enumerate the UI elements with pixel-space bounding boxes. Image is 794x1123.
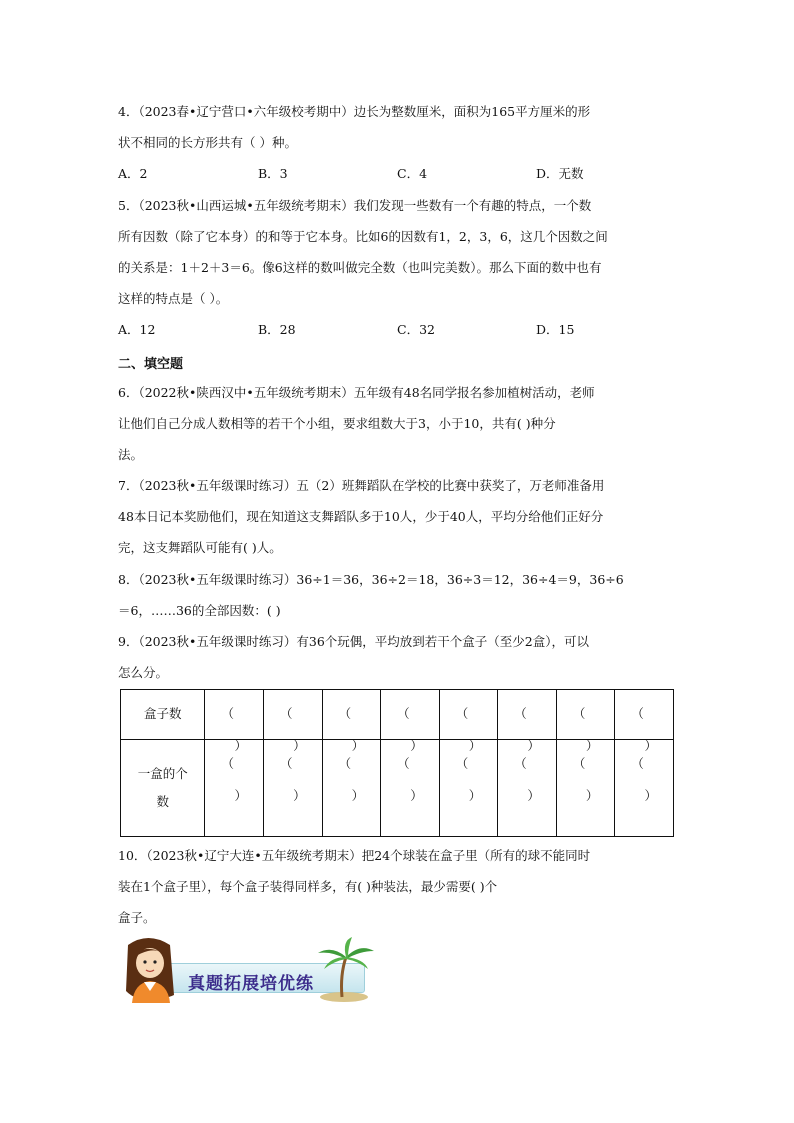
answer-blank[interactable]: （ ） — [264, 690, 323, 740]
q4-line-1: 4．（2023春•辽宁营口•六年级校考期中）边长为整数厘米，面积为165平方厘米的形 — [118, 104, 591, 119]
q6-line-2: 让他们自己分成人数相等的若干个小组，要求组数大于3，小于10，共有( )种分 — [118, 416, 556, 431]
q5-option-c: C．32 — [397, 322, 435, 337]
answer-blank[interactable]: （ ） — [615, 739, 674, 836]
q6-line-3: 法。 — [118, 447, 144, 462]
table-row-count-per-box — [121, 739, 674, 836]
q5-line-2: 所有因数（除了它本身）的和等于它本身。比如6的因数有1，2，3，6，这几个因数之间 — [118, 229, 608, 244]
q6-line-1: 6．（2022秋•陕西汉中•五年级统考期末）五年级有48名同学报名参加植树活动，老师 — [118, 385, 595, 400]
answer-blank[interactable]: （ ） — [205, 690, 264, 740]
banner-title: 真题拓展培优练 — [188, 974, 314, 994]
q5-line-1: 5．（2023秋•山西运城•五年级统考期末）我们发现一些数有一个有趣的特点，一个数 — [118, 198, 592, 213]
q4-line-2: 状不相同的长方形共有（ ）种。 — [118, 135, 297, 150]
answer-blank[interactable]: （ ） — [615, 690, 674, 740]
q5-line-3: 的关系是：1＋2＋3＝6。像6这样的数叫做完全数（也叫完美数）。那么下面的数中也有 — [118, 260, 602, 275]
answer-blank[interactable]: （ ） — [439, 739, 498, 836]
q7-line-2: 48本日记本奖励他们，现在知道这支舞蹈队多于10人，少于40人，平均分给他们正好分 — [118, 509, 604, 524]
q8-line-2: ＝6，……36的全部因数：( ) — [118, 603, 281, 618]
answer-blank[interactable]: （ ） — [205, 739, 264, 836]
q8-line-1: 8．（2023秋•五年级课时练习）36÷1＝36，36÷2＝18，36÷3＝12，36÷4＝9，36÷6 — [118, 572, 624, 587]
answer-blank[interactable]: （ ） — [381, 690, 440, 740]
q10-line-1: 10．（2023秋•辽宁大连•五年级统考期末）把24个球装在盒子里（所有的球不能同时 — [118, 848, 591, 863]
q4-option-b: B．3 — [258, 166, 288, 181]
answer-blank[interactable]: （ ） — [556, 739, 615, 836]
q4-option-d: D．无数 — [536, 166, 584, 181]
q5-option-a: A．12 — [118, 322, 156, 337]
row-header-count-per-box: 一盒的个 数 — [121, 739, 205, 836]
q10-line-3: 盒子。 — [118, 910, 156, 925]
answer-blank[interactable]: （ ） — [556, 690, 615, 740]
q10-line-2: 装在1个盒子里），每个盒子装得同样多，有( )种装法，最少需要( )个 — [118, 879, 498, 894]
section-banner — [118, 935, 376, 1003]
answer-blank[interactable]: （ ） — [322, 739, 381, 836]
answer-blank[interactable]: （ ） — [322, 690, 381, 740]
answer-blank[interactable]: （ ） — [439, 690, 498, 740]
q5-line-4: 这样的特点是（ ）。 — [118, 291, 229, 306]
answer-blank[interactable]: （ ） — [264, 739, 323, 836]
q9-answer-table — [120, 689, 674, 837]
answer-blank[interactable]: （ ） — [381, 739, 440, 836]
answer-blank[interactable]: （ ） — [498, 739, 557, 836]
q5-option-b: B．28 — [258, 322, 296, 337]
section-title-fill-in: 二、填空题 — [118, 357, 184, 372]
q7-line-3: 完，这支舞蹈队可能有( )人。 — [118, 540, 282, 555]
q4-option-a: A．2 — [118, 166, 148, 181]
q9-line-2: 怎么分。 — [118, 665, 169, 680]
q5-option-d: D．15 — [536, 322, 575, 337]
q4-option-c: C．4 — [397, 166, 428, 181]
q7-line-1: 7．（2023秋•五年级课时练习）五（2）班舞蹈队在学校的比赛中获奖了，万老师准备用 — [118, 478, 605, 493]
q9-line-1: 9．（2023秋•五年级课时练习）有36个玩偶，平均放到若干个盒子（至少2盒），可以 — [118, 634, 589, 649]
row-header-box-count: 盒子数 — [121, 690, 205, 740]
table-row-box-count — [121, 690, 674, 740]
answer-blank[interactable]: （ ） — [498, 690, 557, 740]
